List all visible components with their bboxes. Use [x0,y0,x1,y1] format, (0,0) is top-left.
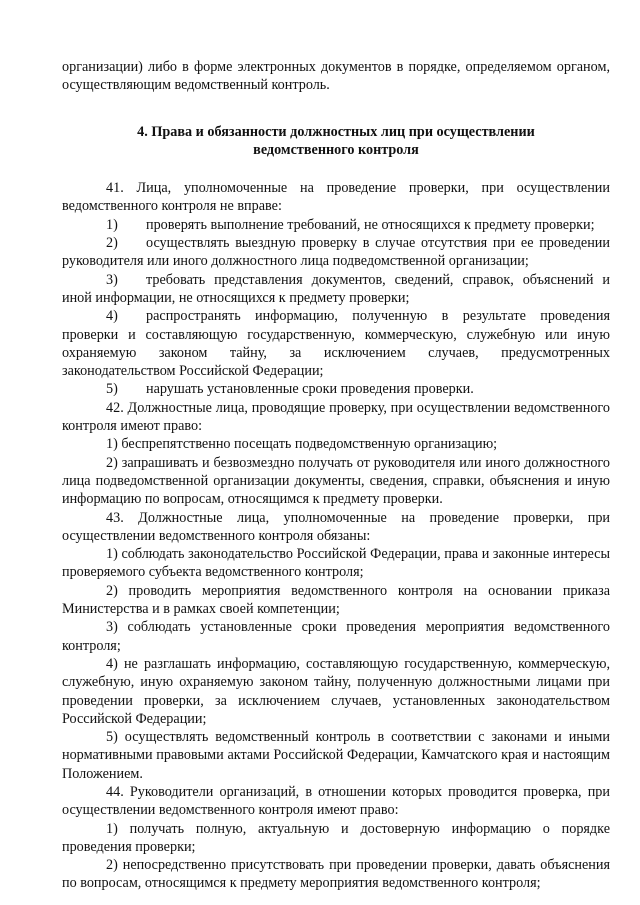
list-item [62,380,610,398]
paragraph-44: 44. Руководители организаций, в отношении которых проводится проверка, при осуществлении ведомственного контроля имеют право: [62,783,610,819]
section-heading-line1: 4. Права и обязанности должностных лиц при осуществлении [137,123,535,140]
list-item: 2) проводить мероприятия ведомственного контроля на основании приказа Министерства и в рамках своей компетенции; [62,582,610,618]
list-item-text: распространять информацию, полученную в результате проведения проверки и составляющую государственную, коммерческую, служебную или иную охраняемую законом тайну, за исключением случаев, предусмотренных законодательством Российской Федерации; [62,308,610,380]
list-item-text: осуществлять выездную проверку в случае отсутствия при ее проведении руководителя или иного должностного лица подведомственной организации; [62,235,610,270]
list-item: 2) запрашивать и безвозмездно получать от руководителя или иного должностного лица подведомственной организации документы, сведения, справки, объяснения и иную информацию по вопросам, относящимся к предмету проверки. [62,454,610,508]
list-item: 1) соблюдать законодательство Российской Федерации, права и законные интересы проверяемого субъекта ведомственного контроля; [62,546,610,581]
paragraph-43: 43. Должностные лица, уполномоченные на проведение проверки, при осуществлении ведомственного контроля обязаны: [62,509,610,544]
list-item: 3) соблюдать установленные сроки проведения мероприятия ведомственного контроля; [62,619,610,654]
list-item-text: нарушать установленные сроки проведения проверки. [146,381,474,398]
paragraph-42: 42. Должностные лица, проводящие проверку, при осуществлении ведомственного контроля имеют право: [62,399,610,435]
document-page [62,58,610,893]
list-item-text: проверять выполнение требований, не относящихся к предмету проверки; [146,216,595,233]
section-heading [62,123,610,160]
list-item-text: требовать представления документов, сведений, справок, объяснений и иной информации, не относящихся к предмету проверки; [62,271,610,306]
list-item: 1) беспрепятственно посещать подведомственную организацию; [106,436,498,453]
section-heading-line2: ведомственного контроля [253,141,419,158]
list-item [62,271,610,308]
list-item-number: 4) [106,308,118,325]
list-item-number: 5) [106,381,118,398]
list-item: 4) не разглашать информацию, составляющую государственную, коммерческую, служебную, иную охраняемую законом тайну, полученную должностными лицами при проведении проверки, за исключением случаев, установленных законодательством Российской Федерации; [62,655,610,727]
list-item-number: 3) [106,271,118,288]
list-item [62,216,610,234]
list-item-number: 2) [106,235,118,252]
list-item: 5) осуществлять ведомственный контроль в соответствии с законами и иными нормативными правовыми актами Российской Федерации, Камчатского края и настоящим Положением. [62,729,610,782]
intro-tail-paragraph: организации) либо в форме электронных документов в порядке, определяемом органом, осуществляющим ведомственный контроль. [62,59,610,94]
list-item: 1) получать полную, актуальную и достоверную информацию о порядке проведения проверки; [62,820,610,855]
list-item [62,234,610,271]
list-item [62,307,610,380]
list-item: 2) непосредственно присутствовать при проведении проверки, давать объяснения по вопросам, относящимся к предмету мероприятия ведомственного контроля; [62,857,610,892]
paragraph-41: 41. Лица, уполномоченные на проведение проверки, при осуществлении ведомственного контроля не вправе: [62,180,610,215]
list-item-number: 1) [106,216,118,233]
